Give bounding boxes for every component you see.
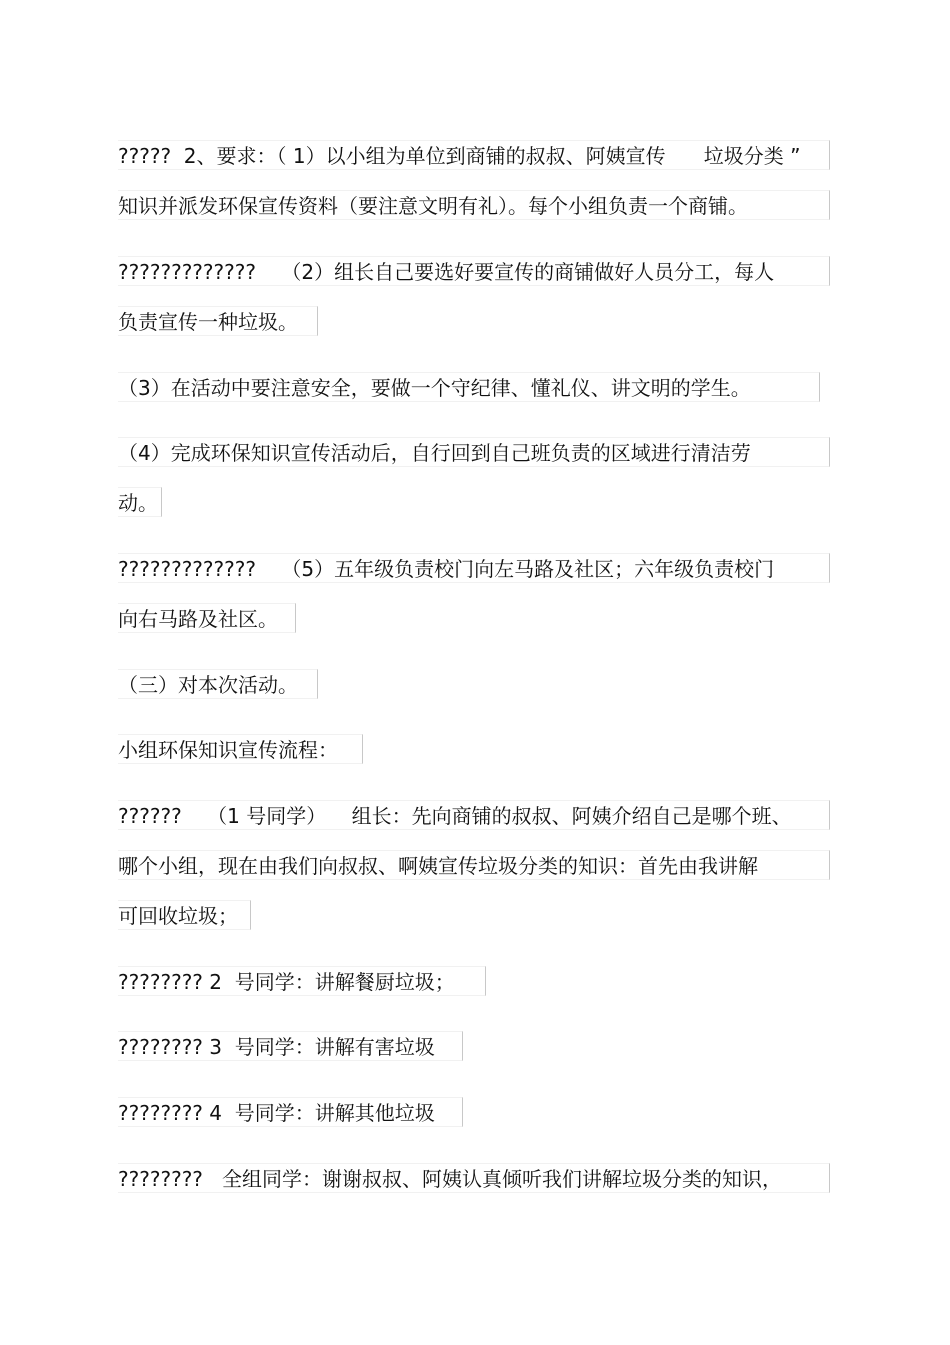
text-line-17: ???????? 4 号同学：讲解其他垃圾 <box>118 1097 463 1127</box>
text-line-11: 小组环保知识宣传流程： <box>118 734 363 764</box>
text-line-3: ????????????? （2）组长自己要选好要宣传的商铺做好人员分工，每人 <box>118 256 830 286</box>
text-line-10: （三）对本次活动。 <box>118 669 318 699</box>
text-line-5: （3）在活动中要注意安全，要做一个守纪律、懂礼仪、讲文明的学生。 <box>118 372 820 402</box>
text-line-9: 向右马路及社区。 <box>118 603 296 633</box>
text-line-8: ????????????? （5）五年级负责校门向左马路及社区；六年级负责校门 <box>118 553 830 583</box>
text-line-18: ???????? 全组同学：谢谢叔叔、阿姨认真倾听我们讲解垃圾分类的知识， <box>118 1163 830 1193</box>
text-line-7: 动。 <box>118 487 162 517</box>
text-line-2: 知识并派发环保宣传资料（要注意文明有礼）。每个小组负责一个商铺。 <box>118 190 830 220</box>
text-line-13: 哪个小组，现在由我们向叔叔、啊姨宣传垃圾分类的知识：首先由我讲解 <box>118 850 830 880</box>
text-line-14: 可回收垃圾； <box>118 900 251 930</box>
text-line-15: ???????? 2 号同学：讲解餐厨垃圾； <box>118 966 486 996</box>
text-line-12: ?????? （1 号同学） 组长：先向商铺的叔叔、阿姨介绍自己是哪个班、 <box>118 800 830 830</box>
text-line-16: ???????? 3 号同学：讲解有害垃圾 <box>118 1031 463 1061</box>
text-line-4: 负责宣传一种垃圾。 <box>118 306 318 336</box>
text-line-6: （4）完成环保知识宣传活动后，自行回到自己班负责的区域进行清洁劳 <box>118 437 830 467</box>
text-line-1: ????? 2、要求：（ 1）以小组为单位到商铺的叔叔、阿姨宣传 垃圾分类 ” <box>118 140 830 170</box>
